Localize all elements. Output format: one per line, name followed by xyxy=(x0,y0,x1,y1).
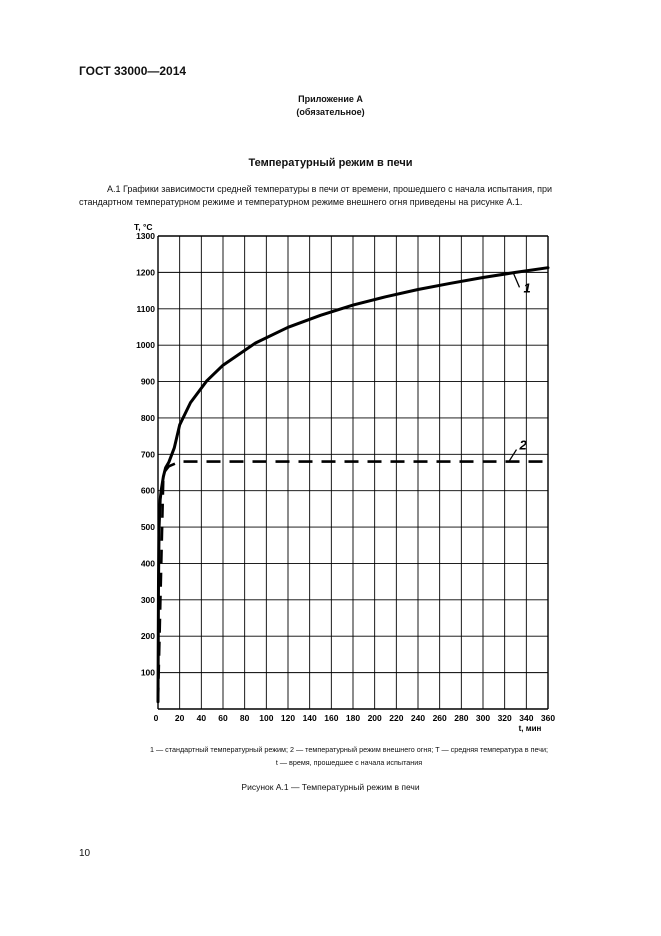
x-tick-label: 80 xyxy=(239,713,250,723)
figure-caption: Рисунок А.1 — Температурный режим в печи xyxy=(241,782,420,792)
x-tick-label: 220 xyxy=(389,713,404,723)
x-tick-label: 60 xyxy=(218,713,228,723)
x-tick-label: 0 xyxy=(153,713,159,723)
x-tick-label: 120 xyxy=(280,713,296,723)
x-tick-label: 360 xyxy=(540,713,556,723)
y-axis-label: T, °C xyxy=(134,222,153,232)
y-tick-label: 1100 xyxy=(136,303,155,314)
y-tick-label: 100 xyxy=(140,667,155,678)
figure-legend-line-1: 1 — стандартный температурный режим; 2 — температурный режим внешнего огня; T — средняя температура в печи; xyxy=(150,745,548,754)
x-tick-label: 320 xyxy=(497,713,512,723)
y-tick-label: 200 xyxy=(140,631,155,642)
section-title: Температурный режим в печи xyxy=(248,157,413,169)
y-tick-label: 400 xyxy=(140,558,155,569)
x-tick-label: 240 xyxy=(410,713,426,723)
series-2-leader xyxy=(510,450,517,461)
page-number: 10 xyxy=(79,848,91,859)
y-tick-label: 900 xyxy=(140,376,155,387)
document-code: ГОСТ 33000—2014 xyxy=(79,64,187,78)
section-paragraph: А.1 Графики зависимости средней температуры в печи от времени, прошедшего с начала испытания, при стандартном температурном режиме и температурном режиме внешнего огня приведены на рисунке А.1. xyxy=(79,184,553,207)
annex-status: (обязательное) xyxy=(296,107,365,117)
y-tick-label: 800 xyxy=(140,412,155,423)
x-tick-label: 180 xyxy=(345,713,361,723)
y-tick-label: 1200 xyxy=(136,267,155,278)
figure-legend-line-2: t — время, прошедшее с начала испытания xyxy=(275,758,423,767)
series-2-label: 2 xyxy=(519,437,527,453)
x-tick-label: 100 xyxy=(259,713,274,723)
y-tick-label: 500 xyxy=(140,522,155,533)
x-tick-label: 300 xyxy=(475,713,491,723)
x-tick-label: 140 xyxy=(302,713,317,723)
x-tick-label: 40 xyxy=(196,713,207,723)
x-tick-label: 260 xyxy=(432,713,447,723)
y-tick-label: 700 xyxy=(140,449,155,460)
annex-title: Приложение А xyxy=(298,94,363,104)
x-tick-label: 160 xyxy=(324,713,339,723)
series-1-leader xyxy=(514,273,520,287)
x-tick-label: 280 xyxy=(454,713,469,723)
x-tick-label: 200 xyxy=(367,713,382,723)
y-tick-label: 300 xyxy=(140,594,155,605)
x-tick-label: 340 xyxy=(519,713,534,723)
x-axis-label: t, мин xyxy=(518,724,542,733)
y-tick-label: 1300 xyxy=(136,231,155,241)
y-tick-label: 600 xyxy=(140,485,155,496)
series-1-label: 1 xyxy=(523,280,531,296)
y-tick-label: 1000 xyxy=(136,340,155,351)
x-tick-label: 20 xyxy=(174,713,185,723)
